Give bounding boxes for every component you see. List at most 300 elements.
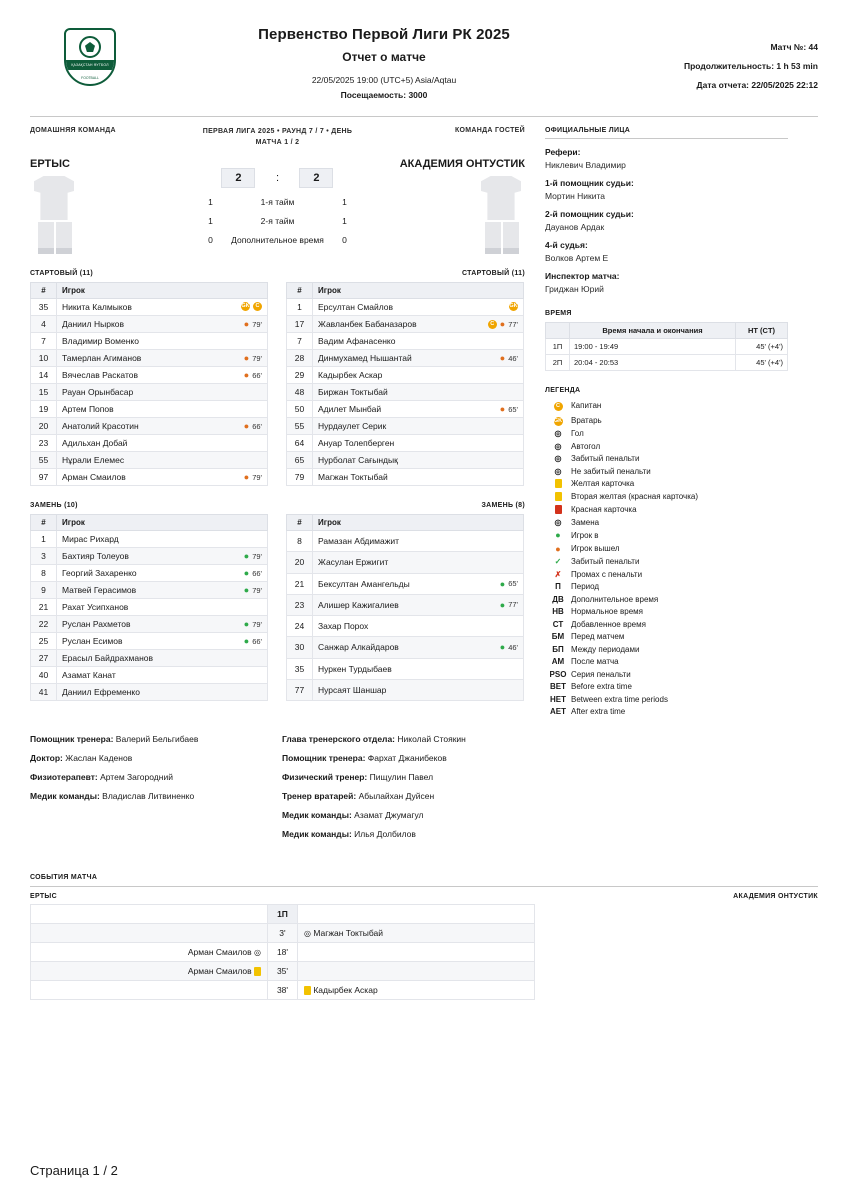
player-name: ● 79' Даниил Нырков — [57, 316, 268, 333]
legend-item — [545, 479, 788, 488]
legend-text: Период — [571, 582, 600, 592]
home-subs-label: ЗАМЕНЬ (10) — [30, 502, 78, 509]
player-number: 35 — [31, 299, 57, 316]
home-start-label: СТАРТОВЫЙ (11) — [30, 270, 94, 277]
subst-icon: ◎ — [554, 517, 562, 527]
player-name: ● 66' Георгий Захаренко — [57, 565, 268, 582]
time-col-range: Время начала и окончания — [570, 323, 736, 339]
score-colon: : — [275, 172, 280, 184]
sub-in-icon: ● — [243, 568, 250, 578]
away-team-block — [362, 158, 525, 254]
abbr-PSO: PSO — [549, 669, 567, 679]
legend-text: Забитый пенальти — [571, 454, 640, 463]
sub-time: 77' — [508, 600, 518, 610]
player-name: ● 79' Руслан Рахметов — [57, 616, 268, 633]
table-row — [287, 469, 524, 486]
player-number: 65 — [287, 452, 313, 469]
legend-item — [545, 544, 788, 554]
col-player: Игрок — [313, 283, 524, 299]
player-name: ● 79' Тамерлан Агиманов — [57, 350, 268, 367]
owngoal-icon: ◎ — [554, 441, 562, 451]
period-1-name: 1-я тайм — [260, 197, 295, 207]
red-card-icon — [555, 505, 562, 514]
captain-badge-icon: C — [554, 402, 563, 411]
official-role: 4-й судья: — [545, 240, 588, 250]
time-range: 20:04 - 20:53 — [570, 355, 736, 371]
col-number: # — [287, 515, 313, 531]
official-name: Никлевич Владимир — [545, 160, 626, 170]
player-number: 10 — [31, 350, 57, 367]
player-number: 20 — [31, 418, 57, 435]
legend-text: Не забитый пенальти — [571, 466, 651, 476]
sub-time: 79' — [252, 619, 262, 629]
staff-role: Помощник тренера: — [282, 752, 366, 763]
legend-item — [545, 557, 788, 566]
home-kit-icon — [30, 176, 78, 254]
player-name: Даниил Ефременко — [57, 684, 268, 701]
legend-text: Капитан — [571, 401, 602, 410]
sub-out-icon: ● — [499, 404, 506, 414]
goalkeeper-badge: GK — [241, 303, 250, 309]
table-row — [31, 961, 535, 980]
player-number: 55 — [287, 418, 313, 435]
player-number: 7 — [31, 333, 57, 350]
time-range: 19:00 - 19:49 — [570, 339, 736, 355]
staff-role: Доктор: — [30, 752, 63, 763]
player-number: 1 — [287, 299, 313, 316]
player-name: Жасулан Ержигит — [313, 552, 524, 573]
abbr-АМ: АМ — [551, 657, 565, 667]
player-name: C ● 77' Жавланбек Бабаназаров — [313, 316, 524, 333]
period-3-away: 0 — [342, 235, 347, 245]
starting-labels — [30, 270, 525, 277]
sub-in-icon: ● — [243, 636, 250, 646]
table-row — [287, 435, 524, 452]
crest-icon — [64, 28, 116, 86]
away-subs-label: ЗАМЕНЬ (8) — [481, 502, 525, 509]
staff-entry — [282, 791, 535, 801]
player-number: 40 — [31, 667, 57, 684]
table-row — [31, 367, 268, 384]
sub-out-icon: ● — [243, 353, 250, 363]
player-number: 17 — [287, 316, 313, 333]
player-number: 15 — [31, 384, 57, 401]
staff-entry — [30, 734, 282, 744]
yellow-card-icon — [555, 479, 562, 488]
team-labels-row — [30, 127, 525, 148]
event-away — [297, 961, 534, 980]
time-period: 2П — [546, 355, 570, 371]
official-entry — [545, 178, 788, 201]
legend-text: Before extra time — [571, 682, 632, 692]
goalkeeper-badge-icon: GK — [553, 417, 563, 424]
sub-time: 46' — [508, 353, 518, 363]
officials-title: ОФИЦИАЛЬНЫЕ ЛИЦА — [545, 127, 631, 134]
staff-entry — [282, 810, 535, 820]
starting-tables — [30, 282, 525, 486]
player-number: 23 — [31, 435, 57, 452]
sub-in-icon: ● — [243, 551, 250, 561]
player-number: 35 — [287, 658, 313, 679]
staff-entry — [30, 791, 282, 801]
table-row — [31, 452, 268, 469]
home-team-name: ЕРТЫС — [30, 158, 70, 170]
sub-out-icon: ● — [243, 319, 250, 329]
abbr-AET: AET — [550, 707, 566, 717]
table-row — [546, 339, 788, 355]
player-name: Артем Попов — [57, 401, 268, 418]
player-name: Рахат Усипханов — [57, 599, 268, 616]
header-divider — [30, 116, 818, 117]
match-attendance: Посещаемость: 3000 — [340, 90, 428, 100]
legend-item — [545, 530, 788, 540]
penmissed-icon: ◎ — [554, 466, 562, 476]
away-team-label: КОМАНДА ГОСТЕЙ — [454, 127, 525, 134]
sub-time: 77' — [508, 319, 518, 329]
event-minute: 38' — [268, 980, 298, 999]
player-name: ● 65' Бексултан Амангельды — [313, 573, 524, 594]
staff-entry — [30, 772, 282, 782]
player-number: 50 — [287, 401, 313, 418]
home-subs-table — [30, 514, 268, 701]
player-name: Вадим Афанасенко — [313, 333, 524, 350]
player-number: 24 — [287, 616, 313, 637]
table-row — [31, 599, 268, 616]
player-name: ● 66' Вячеслав Раскатов — [57, 367, 268, 384]
staff-role: Помощник тренера: — [30, 733, 114, 744]
player-name: Кадырбек Аскар — [313, 367, 524, 384]
player-name: ● 46' Санжар Алкайдаров — [313, 637, 524, 658]
official-role: 1-й помощник судьи: — [545, 178, 634, 188]
table-row — [31, 684, 268, 701]
away-staff — [282, 734, 535, 848]
table-row — [287, 401, 524, 418]
table-row — [31, 923, 535, 942]
teams-block — [30, 158, 525, 254]
away-subs-table — [286, 514, 524, 701]
table-row — [287, 333, 524, 350]
away-team-name: АКАДЕМИЯ ОНТУСТИК — [399, 158, 525, 170]
away-starting-table — [286, 282, 524, 486]
event-away: ◎ Магжан Токтыбай — [297, 923, 534, 942]
col-number: # — [31, 515, 57, 531]
legend-text: Between extra time periods — [571, 694, 668, 704]
events-team-labels — [30, 893, 818, 904]
sub-in-icon: ● — [555, 530, 561, 541]
player-number: 7 — [287, 333, 313, 350]
official-entry — [545, 240, 788, 263]
header-center — [150, 22, 618, 100]
player-name: ● 79' Матвей Герасимов — [57, 582, 268, 599]
table-row — [287, 616, 524, 637]
staff-name: Валерий Бельгибаев — [115, 733, 199, 744]
table-row — [31, 980, 535, 999]
legend-text: Забитый пенальти — [571, 557, 640, 567]
official-role: 2-й помощник судьи: — [545, 209, 634, 219]
legend-item — [545, 400, 788, 411]
legend-text: Вратарь — [571, 415, 602, 425]
table-row — [287, 452, 524, 469]
period-2-name: 2-я тайм — [260, 216, 295, 226]
match-datetime: 22/05/2025 19:00 (UTC+5) Asia/Aqtau — [311, 75, 457, 85]
table-row — [31, 469, 268, 486]
player-name: ● 66' Анатолий Красотин — [57, 418, 268, 435]
abbr-HET: HET — [550, 694, 566, 704]
time-col-period — [546, 323, 570, 339]
table-row — [31, 350, 268, 367]
col-number: # — [31, 283, 57, 299]
sub-time: 66' — [252, 370, 262, 380]
sub-time: 66' — [252, 568, 262, 578]
legend-item — [545, 620, 788, 629]
goalkeeper-badge: GK — [509, 303, 518, 309]
player-name: ● 46' Динмухамед Нышантай — [313, 350, 524, 367]
player-name: ● 79' Бахтияр Толеуов — [57, 548, 268, 565]
legend-item — [545, 467, 788, 476]
player-number: 28 — [287, 350, 313, 367]
page-subtitle: Отчет о матче — [342, 50, 426, 64]
table-row — [31, 548, 268, 565]
player-number: 55 — [31, 452, 57, 469]
table-row — [31, 384, 268, 401]
staff-role: Тренер вратарей: — [282, 790, 357, 801]
sub-time: 79' — [252, 472, 262, 482]
official-name: Гриджан Юрий — [545, 284, 604, 294]
table-row — [287, 658, 524, 679]
time-ht: 45' (+4') — [736, 355, 788, 371]
table-row — [31, 299, 268, 316]
period-2-away: 1 — [342, 216, 347, 226]
player-name: ● 66' Руслан Есимов — [57, 633, 268, 650]
goal-icon: ◎ — [554, 429, 562, 438]
sub-time: 65' — [508, 404, 518, 414]
legend-text: Игрок вышел — [571, 544, 620, 554]
abbr-НВ: НВ — [552, 607, 564, 617]
penscored-icon: ◎ — [554, 454, 562, 463]
player-number: 41 — [31, 684, 57, 701]
sub-time: 79' — [252, 585, 262, 595]
staff-name: Пищулин Павел — [369, 771, 434, 782]
goal-icon: ◎ — [254, 947, 261, 957]
player-name: Владимир Воменко — [57, 333, 268, 350]
player-number: 1 — [31, 531, 57, 548]
player-name: Рауан Орынбасар — [57, 384, 268, 401]
table-row — [287, 573, 524, 594]
legend-text: Автогол — [571, 441, 601, 451]
events-divider — [30, 886, 818, 887]
player-name: Нурболат Сағындық — [313, 452, 524, 469]
player-name: Магжан Токтыбай — [313, 469, 524, 486]
period-row-3 — [193, 235, 361, 245]
official-entry — [545, 209, 788, 232]
player-name: Нурдаулет Серик — [313, 418, 524, 435]
table-row — [31, 333, 268, 350]
player-number: 9 — [31, 582, 57, 599]
period-3-home: 0 — [208, 235, 213, 245]
sub-in-icon: ● — [499, 599, 506, 610]
player-name: Азамат Канат — [57, 667, 268, 684]
legend-item — [545, 582, 788, 591]
player-number: 19 — [31, 401, 57, 418]
table-row — [31, 582, 268, 599]
home-staff — [30, 734, 282, 848]
cross-icon: ✗ — [554, 569, 562, 579]
home-starting-table — [30, 282, 268, 486]
staff-role: Физиотерапевт: — [30, 771, 98, 782]
event-home: Арман Смаилов ◎ — [31, 942, 268, 961]
player-number: 3 — [31, 548, 57, 565]
yellow-card-icon — [254, 967, 261, 976]
table-row — [31, 531, 268, 548]
staff-name: Азамат Джумагул — [354, 809, 424, 820]
time-col-ht: HT (CT) — [736, 323, 788, 339]
legend-item — [545, 505, 788, 514]
player-name: Нурсаят Шаншар — [313, 679, 524, 700]
col-player: Игрок — [57, 283, 268, 299]
match-number: Матч №: 44 — [770, 42, 818, 52]
staff-role: Медик команды: — [30, 790, 100, 801]
table-row — [31, 942, 535, 961]
player-number: 23 — [287, 594, 313, 615]
sub-out-icon: ● — [243, 421, 250, 431]
table-row — [31, 418, 268, 435]
player-number: 79 — [287, 469, 313, 486]
event-period: 1П — [268, 904, 298, 923]
legend-item — [545, 415, 788, 426]
sub-out-icon: ● — [499, 353, 506, 363]
yellow-card-icon — [304, 986, 311, 995]
legend-text: Гол — [571, 429, 584, 438]
staff-entry — [282, 753, 535, 763]
score-line — [193, 168, 361, 188]
player-number: 27 — [31, 650, 57, 667]
table-row — [287, 552, 524, 573]
player-number: 25 — [31, 633, 57, 650]
event-away — [297, 904, 534, 923]
table-row — [31, 633, 268, 650]
player-number: 22 — [31, 616, 57, 633]
check-icon: ✓ — [554, 557, 562, 567]
abbr-БП: БП — [552, 644, 564, 654]
captain-badge: C — [253, 302, 262, 311]
table-row — [31, 616, 268, 633]
legend-item — [545, 670, 788, 679]
event-minute: 18' — [268, 942, 298, 961]
event-away — [297, 942, 534, 961]
staff-role: Медик команды: — [282, 809, 352, 820]
officials-divider — [545, 138, 788, 139]
table-row — [31, 316, 268, 333]
staff-name: Владислав Литвиненко — [102, 790, 195, 801]
player-name: Захар Порох — [313, 616, 524, 637]
player-number: 48 — [287, 384, 313, 401]
sub-time: 79' — [252, 551, 262, 561]
player-number: 77 — [287, 679, 313, 700]
player-number: 97 — [31, 469, 57, 486]
staff-name: Илья Долбилов — [354, 828, 416, 839]
league-logo — [30, 22, 150, 86]
official-name: Дауанов Ардак — [545, 222, 605, 232]
event-away: Кадырбек Аскар — [297, 980, 534, 999]
table-row — [287, 350, 524, 367]
player-name: Ануар Толепберген — [313, 435, 524, 452]
report-header — [30, 22, 818, 100]
table-row — [287, 299, 524, 316]
player-name: GK C Никита Калмыков — [57, 299, 268, 316]
period-1-away: 1 — [342, 197, 347, 207]
col-player: Игрок — [313, 515, 524, 531]
abbr-BET: BET — [550, 682, 566, 692]
away-score: 2 — [299, 168, 333, 188]
legend-list — [545, 400, 788, 716]
goal-icon: ◎ — [303, 928, 311, 938]
table-row — [287, 384, 524, 401]
abbr-БМ: БМ — [551, 632, 565, 642]
table-row — [287, 367, 524, 384]
legend-text: Вторая желтая (красная карточка) — [571, 492, 699, 502]
legend-text: Желтая карточка — [571, 479, 635, 489]
crest-band-text: ҚАЗАҚСТАН ФУТБОЛ ЛИГАСЫ — [71, 63, 109, 77]
header-meta — [618, 22, 818, 99]
legend-text: Серия пенальти — [571, 669, 631, 679]
sub-time: 79' — [252, 353, 262, 363]
official-entry — [545, 147, 788, 170]
left-column — [30, 127, 535, 720]
legend-text: Промах с пенальти — [571, 569, 643, 579]
legend-item — [545, 454, 788, 463]
table-row — [31, 565, 268, 582]
period-1-home: 1 — [208, 197, 213, 207]
legend-item — [545, 492, 788, 501]
legend-text: Добавленное время — [571, 619, 646, 629]
staff-entry — [282, 734, 535, 744]
sub-out-icon: ● — [555, 543, 561, 554]
official-entry — [545, 271, 788, 294]
staff-role: Медик команды: — [282, 828, 352, 839]
legend-title: ЛЕГЕНДА — [545, 387, 581, 394]
legend-item — [545, 682, 788, 691]
official-role: Инспектор матча: — [545, 271, 620, 281]
table-row — [546, 355, 788, 371]
player-number: 29 — [287, 367, 313, 384]
page-title: Первенство Первой Лиги РК 2025 — [258, 26, 510, 43]
legend-item — [545, 442, 788, 451]
legend-text: Красная карточка — [571, 504, 637, 514]
player-name: Биржан Токтыбай — [313, 384, 524, 401]
legend-item — [545, 657, 788, 666]
player-number: 8 — [287, 531, 313, 552]
legend-item — [545, 607, 788, 616]
table-row — [287, 594, 524, 615]
legend-item — [545, 695, 788, 704]
time-title: ВРЕМЯ — [545, 310, 572, 317]
legend-text: Перед матчем — [571, 632, 625, 642]
sub-time: 66' — [252, 636, 262, 646]
player-number: 21 — [287, 573, 313, 594]
legend-text: After extra time — [571, 707, 626, 717]
player-number: 20 — [287, 552, 313, 573]
sub-out-icon: ● — [243, 370, 250, 380]
staff-entry — [282, 772, 535, 782]
abbr-ДВ: ДВ — [552, 594, 564, 604]
away-kit-icon — [477, 176, 525, 254]
officials-list — [545, 147, 788, 294]
event-minute: 35' — [268, 961, 298, 980]
sub-in-icon: ● — [243, 619, 250, 629]
legend-text: Замена — [571, 517, 600, 527]
sub-in-icon: ● — [243, 585, 250, 595]
player-number: 4 — [31, 316, 57, 333]
